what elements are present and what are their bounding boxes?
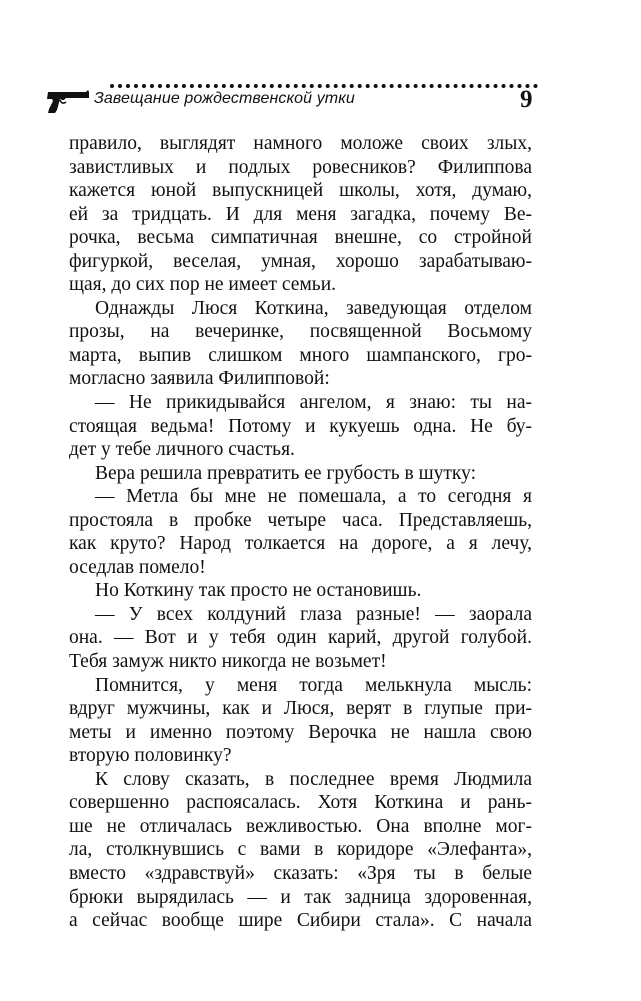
dotted-rule <box>110 84 538 88</box>
text-line: могласно заявила Филипповой: <box>69 368 330 390</box>
text-line: марта, выпив слишком много шампанского, гро- <box>69 344 532 366</box>
text-line: — Не прикидывайся ангелом, я знаю: ты на- <box>95 392 532 414</box>
text-line: меты и именно поэтому Верочка не нашла свою <box>69 721 532 743</box>
text-line: как круто? Народ толкается на дороге, а я лечу, <box>69 533 532 555</box>
text-line: завистливых и подлых ровесников? Филиппова <box>69 156 532 178</box>
text-line: щая, до сих пор не имеет семьи. <box>69 274 337 296</box>
text-line: дет у тебе личного счастья. <box>69 439 295 461</box>
text-line: Вера решила превратить ее грубость в шутку: <box>95 462 477 484</box>
text-line: стоящая ведьма! Потому и кукуешь одна. Не бу- <box>69 415 532 437</box>
text-line: простояла в пробке четыре часа. Представляешь, <box>69 509 532 531</box>
text-line: Помнится, у меня тогда мелькнула мысль: <box>95 674 532 696</box>
text-line: Но Коткину так просто не остановишь. <box>95 580 422 602</box>
text-line: а сейчас вообще шире Сибири стала». С начала <box>69 910 532 932</box>
text-line: рочка, весьма симпатичная внешне, со стройной <box>69 227 532 249</box>
text-line: вторую половинку? <box>69 745 232 767</box>
pistol-icon <box>46 88 90 114</box>
text-line: фигуркой, веселая, умная, хорошо зарабатываю- <box>69 250 532 272</box>
text-line: оседлав помело! <box>69 556 206 578</box>
text-line: К слову сказать, в последнее время Людмила <box>95 768 532 790</box>
body-text <box>69 132 532 933</box>
text-line: правило, выглядят намного моложе своих злых, <box>69 133 532 154</box>
page-header <box>46 78 546 118</box>
text-line: — У всех колдуний глаза разные! — заорала <box>95 603 532 625</box>
text-line: ше не отличалась вежливостью. Она вполне мог- <box>69 815 532 837</box>
text-line: она. — Вот и у тебя один карий, другой голубой. <box>69 627 532 649</box>
text-line: прозы, на вечеринке, посвященной Восьмому <box>69 321 532 343</box>
text-line: брюки вырядилась — и так задница здоровенная, <box>69 886 532 908</box>
text-line: кажется юной выпускницей школы, хотя, думаю, <box>69 180 532 202</box>
page-number: 9 <box>520 86 533 113</box>
text-line: Тебя замуж никто никогда не возьмет! <box>69 651 387 673</box>
text-line: ла, столкнувшись с вами в коридоре «Элефанта», <box>69 839 532 861</box>
text-line: совершенно распоясалась. Хотя Коткина и рань- <box>69 792 532 814</box>
text-line: ей за тридцать. И для меня загадка, почему Ве- <box>69 203 532 225</box>
text-line: — Метла бы мне не помешала, а то сегодня я <box>95 486 532 508</box>
running-title: Завещание рождественской утки <box>94 90 355 107</box>
text-line: Однажды Люся Коткина, заведующая отделом <box>95 297 532 319</box>
text-line: вдруг мужчины, как и Люся, верят в глупые при- <box>69 698 532 720</box>
text-line: вместо «здравствуй» сказать: «Зря ты в белые <box>69 862 532 884</box>
